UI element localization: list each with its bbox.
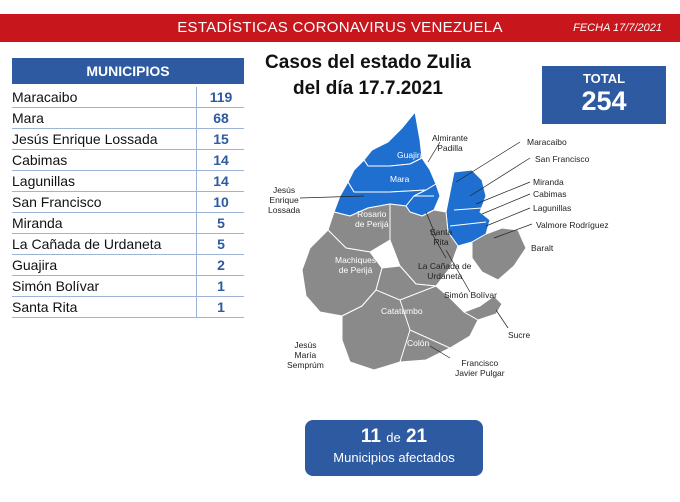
- label-mara: Mara: [390, 174, 410, 184]
- municipio-name: Simón Bolívar: [12, 278, 100, 294]
- total-label: TOTAL: [582, 71, 626, 86]
- label-maracaibo: Maracaibo: [527, 137, 567, 147]
- label-rosario-de-perija: Rosario de Perijá: [355, 209, 389, 229]
- table-row: [12, 234, 244, 255]
- municipio-name: Cabimas: [12, 152, 68, 168]
- table-row: [12, 276, 244, 297]
- municipio-name: La Cañada de Urdaneta: [12, 236, 162, 252]
- table-row: [12, 192, 244, 213]
- affected-connector: de: [386, 430, 401, 445]
- affected-caption: Municipios afectados: [333, 450, 455, 465]
- label-lagunillas: Lagunillas: [533, 203, 572, 213]
- municipio-cases: 2: [196, 255, 245, 275]
- label-catatumbo: Catatumbo: [381, 306, 423, 316]
- label-sucre: Sucre: [508, 330, 531, 340]
- municipio-name: Miranda: [12, 215, 63, 231]
- municipios-table: [12, 87, 244, 318]
- label-jesus-maria-semprum: Jesús María Semprúm: [287, 340, 324, 370]
- municipio-name: San Francisco: [12, 194, 102, 210]
- municipio-cases: 10: [196, 192, 245, 212]
- municipio-cases: 5: [196, 234, 245, 254]
- table-row: [12, 129, 244, 150]
- affected-summary: [305, 420, 483, 476]
- municipios-header: MUNICIPIOS: [12, 58, 244, 84]
- label-la-canada-de-urdaneta: La Cañada de Urdaneta: [418, 261, 472, 281]
- municipio-cases: 14: [196, 171, 245, 191]
- header-title: ESTADÍSTICAS CORONAVIRUS VENEZUELA: [177, 19, 503, 36]
- table-row: [12, 255, 244, 276]
- municipio-cases: 119: [196, 87, 245, 107]
- label-francisco-javier-pulgar: Francisco Javier Pulgar: [455, 358, 505, 378]
- municipio-name: Mara: [12, 110, 44, 126]
- municipio-name: Maracaibo: [12, 89, 78, 105]
- label-guajira: Guajira: [397, 150, 425, 160]
- municipio-cases: 1: [196, 297, 245, 317]
- total-box: [542, 66, 666, 124]
- map-title: [256, 50, 480, 102]
- municipio-cases: 15: [196, 129, 245, 149]
- label-miranda: Miranda: [533, 177, 564, 187]
- label-valmore-rodriguez: Valmore Rodríguez: [536, 220, 609, 230]
- header-bar: [0, 14, 680, 42]
- affected-count: [305, 426, 483, 448]
- table-row: [12, 108, 244, 129]
- table-row: [12, 213, 244, 234]
- total-municipios: 21: [405, 426, 428, 447]
- label-san-francisco: San Francisco: [535, 154, 590, 164]
- municipio-name: Lagunillas: [12, 173, 76, 189]
- affected-number: 11: [360, 426, 381, 447]
- table-row: [12, 171, 244, 192]
- label-almirante-padilla: Almirante Padilla: [432, 133, 468, 153]
- municipio-name: Guajira: [12, 257, 58, 273]
- table-row: [12, 87, 244, 108]
- municipio-cases: 68: [196, 108, 245, 128]
- municipio-name: Santa Rita: [12, 299, 78, 315]
- label-simon-bolivar: Simón Bolívar: [444, 290, 497, 300]
- label-baralt: Baralt: [531, 243, 554, 253]
- table-row: [12, 297, 244, 318]
- total-value: 254: [581, 86, 627, 116]
- label-machiques-de-perija: Machiques de Perijá: [335, 255, 377, 275]
- municipio-cases: 14: [196, 150, 245, 170]
- label-santa-rita: Santa Rita: [430, 227, 453, 247]
- municipio-cases: 1: [196, 276, 245, 296]
- map-title-line2: del día 17.7.2021: [293, 78, 443, 99]
- municipio-cases: 5: [196, 213, 245, 233]
- header-date: FECHA 17/7/2021: [573, 22, 662, 34]
- label-cabimas: Cabimas: [533, 189, 567, 199]
- region-east-coast: [446, 170, 490, 246]
- label-colon: Colón: [407, 338, 430, 348]
- municipio-name: Jesús Enrique Lossada: [12, 131, 158, 147]
- table-row: [12, 150, 244, 171]
- map-title-line1: Casos del estado Zulia: [265, 52, 471, 73]
- label-jesus-enrique-lossada: Jesús Enrique Lossada: [268, 185, 301, 215]
